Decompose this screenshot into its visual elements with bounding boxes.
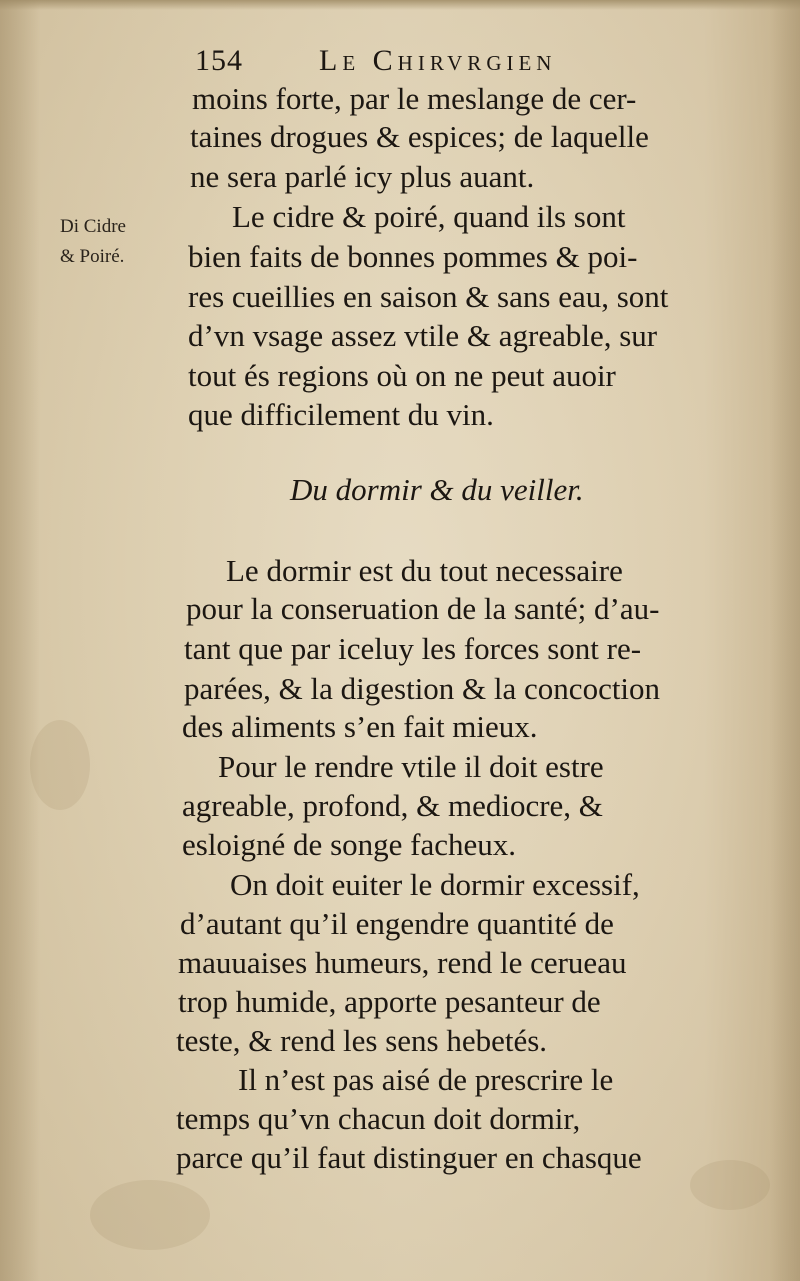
paper-stain	[90, 1180, 210, 1250]
text-line: mauuaises humeurs, rend le cerueau	[178, 945, 627, 980]
text-line: trop humide, apporte pesanteur de	[178, 984, 601, 1019]
text-line: res cueillies en saison & sans eau, sont	[188, 279, 669, 314]
text-line: parées, & la digestion & la concoction	[184, 671, 661, 706]
margin-note	[60, 212, 180, 272]
text-line: Il n’est pas aisé de prescrire le	[238, 1062, 614, 1097]
text-line: esloigné de songe facheux.	[182, 827, 516, 862]
page-right-edge-shadow	[770, 0, 800, 1281]
paper-stain	[30, 720, 90, 810]
page-top-edge	[0, 0, 800, 10]
text-line: des aliments s’en fait mieux.	[182, 709, 538, 744]
text-line: Le cidre & poiré, quand ils sont	[232, 199, 626, 234]
text-line: d’vn vsage assez vtile & agreable, sur	[188, 318, 658, 353]
text-line: moins forte, par le meslange de cer-	[192, 81, 637, 116]
text-line: d’autant qu’il engendre quantité de	[180, 906, 614, 941]
text-line: Le dormir est du tout necessaire	[226, 553, 623, 588]
text-line: pour la conseruation de la santé; d’au-	[186, 591, 660, 626]
page-number: 154	[195, 44, 243, 77]
margin-note-line: Di Cidre	[60, 216, 126, 237]
text-line: ne sera parlé icy plus auant.	[190, 159, 535, 194]
text-line: On doit euiter le dormir excessif,	[230, 867, 640, 902]
text-line: que difficilement du vin.	[188, 397, 494, 432]
running-head: Le Chirvrgien	[319, 44, 557, 77]
page-header	[195, 44, 655, 84]
page-left-edge-shadow	[0, 0, 40, 1281]
text-line: tant que par iceluy les forces sont re-	[184, 631, 642, 666]
text-line: parce qu’il faut distinguer en chasque	[176, 1140, 642, 1175]
margin-note-line: & Poiré.	[60, 246, 125, 267]
text-line: Pour le rendre vtile il doit estre	[218, 749, 604, 784]
text-line: bien faits de bonnes pommes & poi-	[188, 239, 638, 274]
text-line: taines drogues & espices; de laquelle	[190, 119, 649, 154]
text-line: tout és regions où on ne peut auoir	[188, 358, 616, 393]
text-line: temps qu’vn chacun doit dormir,	[176, 1101, 581, 1136]
paper-stain	[690, 1160, 770, 1210]
text-line: teste, & rend les sens hebetés.	[176, 1023, 548, 1058]
text-line: agreable, profond, & mediocre, &	[182, 788, 603, 823]
section-heading: Du dormir & du veiller.	[290, 472, 584, 507]
